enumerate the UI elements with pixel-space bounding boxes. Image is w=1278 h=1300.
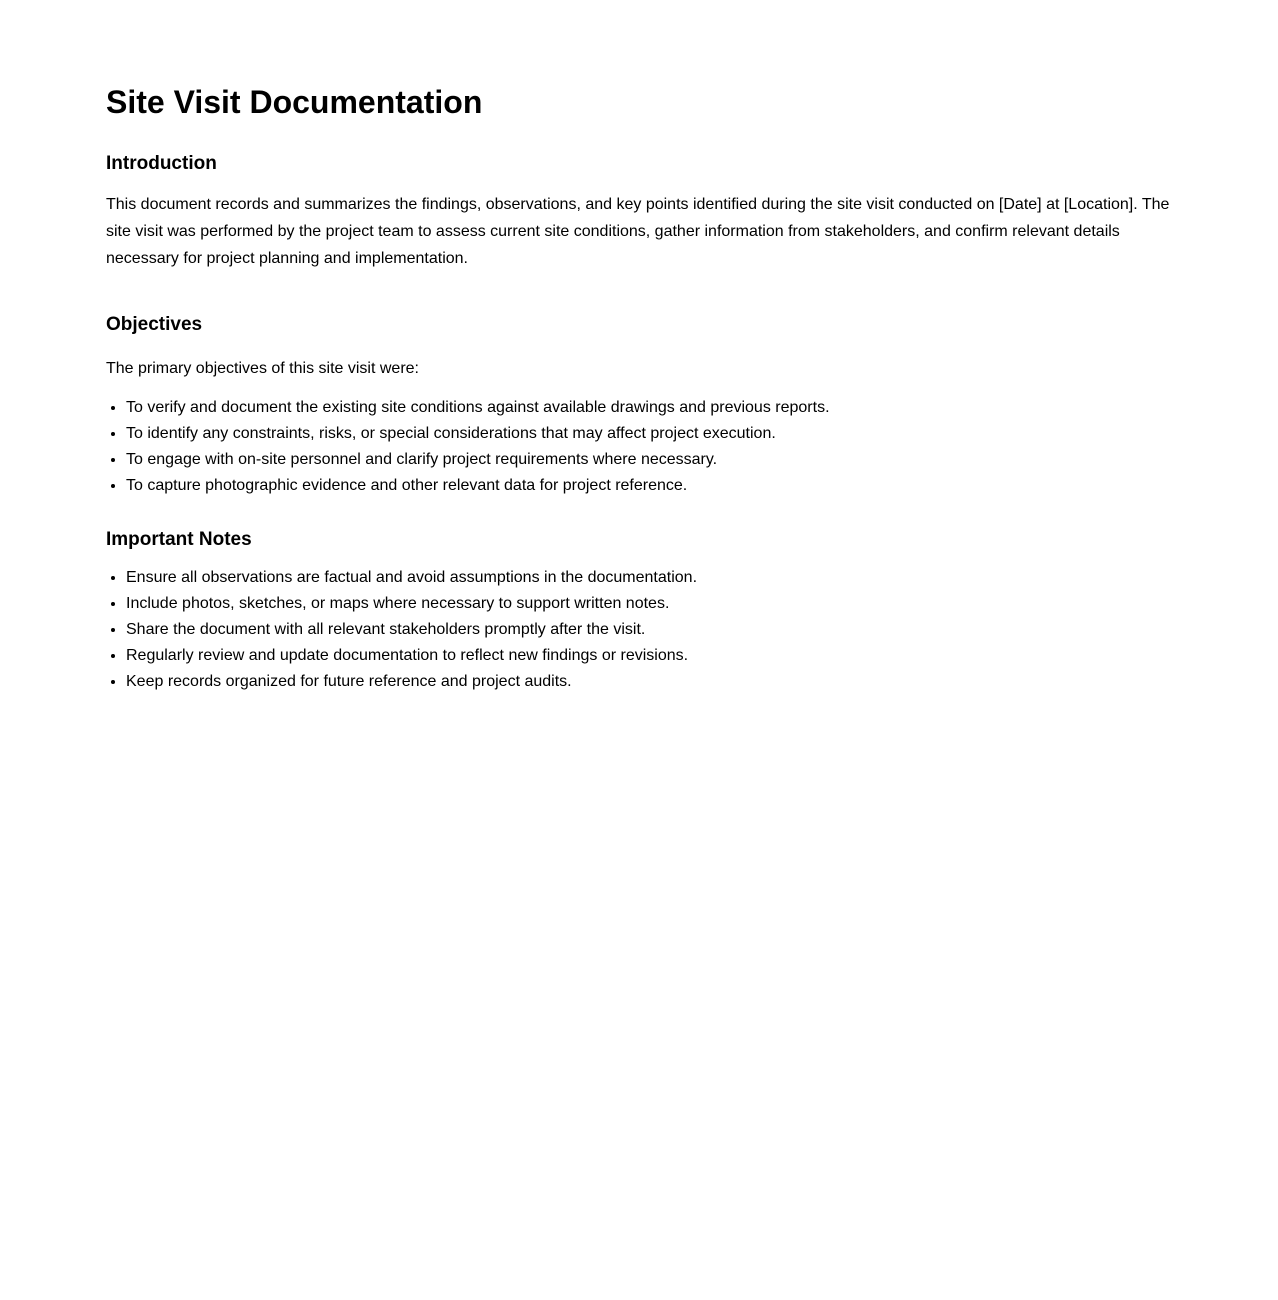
list-item: • To capture photographic evidence and other relevant data for project reference. bbox=[126, 473, 1172, 499]
list-item: • Share the document with all relevant stakeholders promptly after the visit. bbox=[126, 617, 1172, 643]
list-item: • Ensure all observations are factual and avoid assumptions in the documentation. bbox=[126, 565, 1172, 591]
objectives-lead: The primary objectives of this site visit were: bbox=[106, 360, 419, 377]
important-notes-heading: Important Notes bbox=[106, 529, 252, 550]
introduction-paragraph: This document records and summarizes the findings, observations, and key points identified during the site visit conducted on [Date] at [Location]. The site visit was performed by the project team to assess current site conditions, gather information from stakeholders, and confirm relevant details necessary for project planning and implementation. bbox=[106, 196, 1170, 267]
objectives-list bbox=[106, 395, 1172, 499]
introduction-heading: Introduction bbox=[106, 153, 217, 174]
page-title: Site Visit Documentation bbox=[106, 84, 483, 120]
objectives-heading: Objectives bbox=[106, 314, 203, 335]
important-notes-section bbox=[106, 528, 1172, 695]
introduction-section bbox=[106, 152, 1172, 272]
important-notes-list bbox=[106, 565, 1172, 695]
list-item: • To identify any constraints, risks, or special considerations that may affect project execution. bbox=[126, 421, 1172, 447]
list-item: • Include photos, sketches, or maps where necessary to support written notes. bbox=[126, 591, 1172, 617]
list-item: • Keep records organized for future reference and project audits. bbox=[126, 669, 1172, 695]
list-item: • Regularly review and update documentation to reflect new findings or revisions. bbox=[126, 643, 1172, 669]
list-item: • To engage with on-site personnel and clarify project requirements where necessary. bbox=[126, 447, 1172, 473]
objectives-section bbox=[106, 313, 1172, 499]
list-item: • To verify and document the existing site conditions against available drawings and previous reports. bbox=[126, 395, 1172, 421]
